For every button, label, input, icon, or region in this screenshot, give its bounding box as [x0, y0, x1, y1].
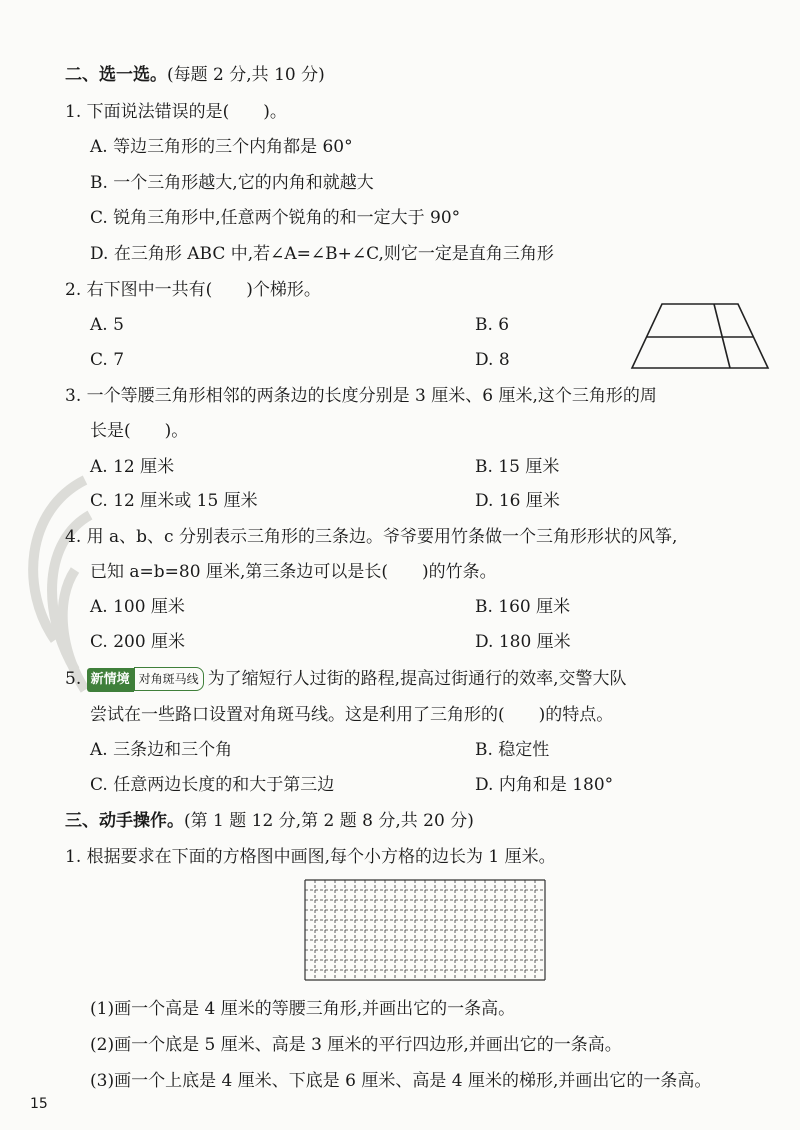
question-4-stem-line1: 4. 用 a、b、c 分别表示三角形的三条边。爷爷要用竹条做一个三角形形状的风筝, — [65, 527, 678, 547]
drawing-task-1: (1)画一个高是 4 厘米的等腰三角形,并画出它的一条高。 — [90, 999, 516, 1019]
question-5-stem-line1 — [65, 667, 626, 692]
question-1-option-a: A. 等边三角形的三个内角都是 60° — [90, 137, 353, 157]
question-2-option-c: C. 7 — [90, 350, 125, 370]
question-3-option-d: D. 16 厘米 — [475, 491, 560, 511]
trapezoid-figure — [630, 300, 770, 372]
question-3-option-a: A. 12 厘米 — [90, 457, 175, 477]
question-1-option-c: C. 锐角三角形中,任意两个锐角的和一定大于 90° — [90, 208, 461, 228]
drawing-task-3: (3)画一个上底是 4 厘米、下底是 6 厘米、高是 4 厘米的梯形,并画出它的一条高。 — [90, 1071, 712, 1091]
badge-topic: 对角斑马线 — [134, 667, 204, 691]
section-3-question-1: 1. 根据要求在下面的方格图中画图,每个小方格的边长为 1 厘米。 — [65, 847, 556, 867]
page-number: 15 — [30, 1096, 48, 1112]
question-2-stem: 2. 右下图中一共有( )个梯形。 — [65, 280, 321, 300]
section-2-heading — [65, 64, 325, 86]
question-3-stem-line2: 长是( )。 — [90, 421, 189, 441]
question-5-number: 5. — [65, 669, 82, 689]
question-2-option-d: D. 8 — [475, 350, 510, 370]
section-3-score: (第 1 题 12 分,第 2 题 8 分,共 20 分) — [184, 811, 474, 831]
question-3-option-b: B. 15 厘米 — [475, 457, 560, 477]
badge-new-scenario: 新情境 — [87, 668, 134, 692]
section-3-title: 三、动手操作。 — [65, 811, 184, 831]
question-2-option-b: B. 6 — [475, 315, 510, 335]
question-5-option-a: A. 三条边和三个角 — [90, 740, 233, 760]
question-4-option-a: A. 100 厘米 — [90, 597, 185, 617]
section-2-title: 二、选一选。 — [65, 65, 167, 85]
question-4-option-d: D. 180 厘米 — [475, 632, 571, 652]
question-1-option-d: D. 在三角形 ABC 中,若∠A=∠B+∠C,则它一定是直角三角形 — [90, 244, 554, 264]
scenario-badge — [87, 667, 204, 692]
question-4-option-b: B. 160 厘米 — [475, 597, 571, 617]
question-1-option-b: B. 一个三角形越大,它的内角和就越大 — [90, 173, 374, 193]
question-5-option-c: C. 任意两边长度的和大于第三边 — [90, 775, 335, 795]
question-5-option-b: B. 稳定性 — [475, 740, 550, 760]
question-4-option-c: C. 200 厘米 — [90, 632, 186, 652]
swirl-watermark — [15, 470, 95, 700]
question-4-stem-line2: 已知 a=b=80 厘米,第三条边可以是长( )的竹条。 — [90, 562, 497, 582]
question-5-stem-line2: 尝试在一些路口设置对角斑马线。这是利用了三角形的( )的特点。 — [90, 705, 614, 725]
drawing-task-2: (2)画一个底是 5 厘米、高是 3 厘米的平行四边形,并画出它的一条高。 — [90, 1035, 622, 1055]
question-3-option-c: C. 12 厘米或 15 厘米 — [90, 491, 258, 511]
question-3-stem-line1: 3. 一个等腰三角形相邻的两条边的长度分别是 3 厘米、6 厘米,这个三角形的周 — [65, 386, 657, 406]
question-5-option-d: D. 内角和是 180° — [475, 775, 614, 795]
section-3-heading — [65, 810, 474, 832]
question-5-text: 为了缩短行人过街的路程,提高过街通行的效率,交警大队 — [207, 669, 627, 689]
question-1-stem: 1. 下面说法错误的是( )。 — [65, 102, 287, 122]
question-2-option-a: A. 5 — [90, 315, 124, 335]
section-2-score: (每题 2 分,共 10 分) — [167, 65, 325, 85]
square-grid — [300, 878, 550, 982]
